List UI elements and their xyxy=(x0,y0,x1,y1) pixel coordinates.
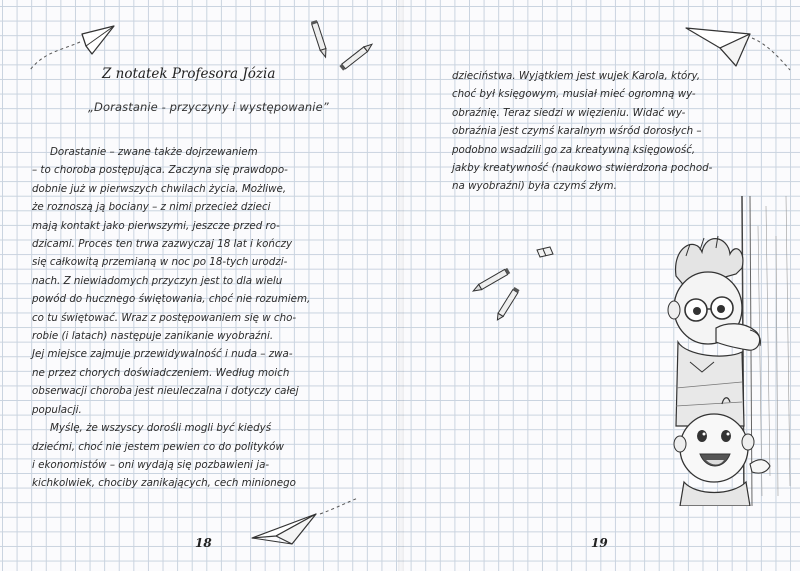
text-line: robie (i latach) następuje zanikanie wyobraźni. xyxy=(32,330,274,343)
text-line: kichkolwiek, chociby zanikających, cech minionego xyxy=(32,477,296,490)
right-page-body xyxy=(452,67,750,196)
text-line: populacji. xyxy=(32,403,82,416)
pencil-icon xyxy=(308,18,332,62)
text-line: nach. Z niewiadomych przyczyn jest to dla wielu xyxy=(32,274,283,287)
text-line: się całkowitą przemianą w noc po 18-tych urodzi- xyxy=(32,256,288,269)
text-line: na wyobraźni) była czymś złym. xyxy=(452,180,617,193)
text-line: obserwacji choroba jest nieuleczalna i dotyczy całej xyxy=(32,385,299,398)
text-line: że roznoszą ją bociany – z nimi przecież dzieci xyxy=(32,201,271,214)
text-line: obraźnia jest czymś karalnym wśród dorosłych – xyxy=(452,125,702,138)
boy-with-glasses-illustration xyxy=(666,196,800,506)
right-page xyxy=(404,0,800,571)
notes-heading: Z notatek Profesora Józia xyxy=(102,66,276,82)
text-line: obraźnię. Teraz siedzi w więzieniu. Widać wy- xyxy=(452,106,686,119)
text-line: dobnie już w pierwszych chwilach życia. Możliwe, xyxy=(32,182,287,195)
page-number: 18 xyxy=(195,536,212,550)
paper-plane-icon xyxy=(246,494,366,554)
text-line: podobno wsadzili go za kreatywną księgowość, xyxy=(452,143,696,156)
text-line: jakby kreatywność (naukowo stwierdzona pochod- xyxy=(452,162,713,175)
text-line: co tu świętować. Wraz z postępowaniem się w cho- xyxy=(32,311,297,324)
text-line: dziećmi, choć nie jestem pewien co do polityków xyxy=(32,440,284,453)
text-line: dzieciństwa. Wyjątkiem jest wujek Karola, który, xyxy=(452,70,701,82)
pencil-icon xyxy=(332,38,382,74)
eraser-icon xyxy=(534,244,556,260)
article-title: „Dorastanie - przyczyny i występowanie” xyxy=(88,100,329,114)
pencil-icon xyxy=(488,280,528,326)
text-line: Jej miejsce zajmuje przewidywalność i nuda – zwa- xyxy=(32,348,293,361)
text-line: i ekonomistów – oni wydają się pozbawieni ja- xyxy=(32,458,270,471)
text-line: – to choroba postępująca. Zaczyna się prawdopo- xyxy=(32,164,288,177)
text-line: choć był księgowym, musiał mieć ogromną wy- xyxy=(452,88,696,101)
text-line: mają kontakt jako pierwszymi, jeszcze przed ro- xyxy=(32,219,280,232)
page-number: 19 xyxy=(591,536,608,550)
text-line: dzicami. Proces ten trwa zazwyczaj 18 lat i kończy xyxy=(32,238,293,251)
text-line: Dorastanie – zwane także dojrzewaniem xyxy=(50,146,258,158)
text-line: ne przez chorych doświadczeniem. Według moich xyxy=(32,366,290,379)
text-line: Myślę, że wszyscy dorośli mogli być kiedyś xyxy=(50,422,272,435)
left-page xyxy=(0,0,398,571)
left-page-body xyxy=(32,143,348,493)
text-line: powód do hucznego świętowania, choć nie rozumiem, xyxy=(32,293,311,306)
